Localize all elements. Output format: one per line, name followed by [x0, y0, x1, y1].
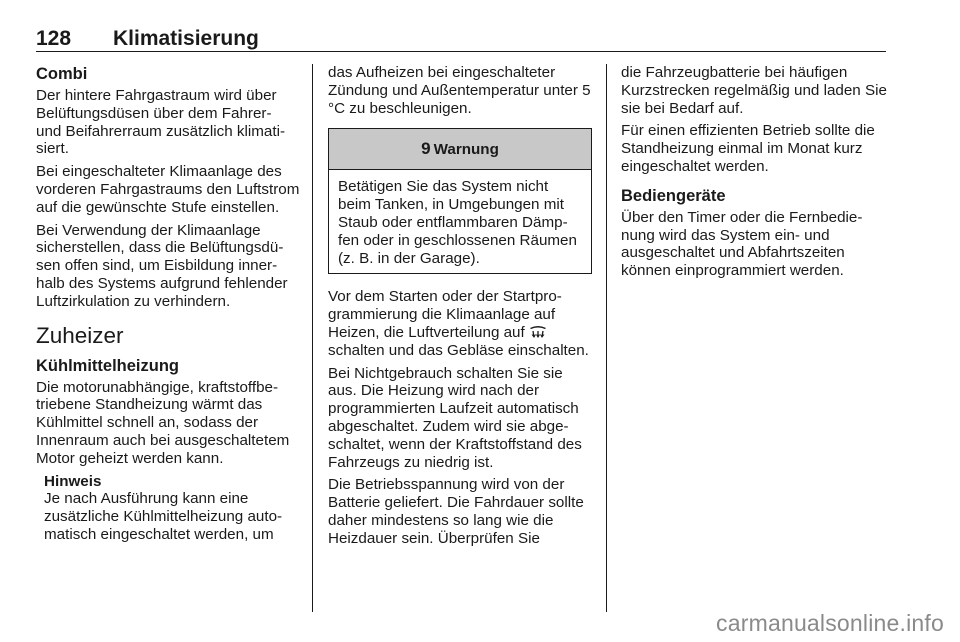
kuehlmittelheizung-heading: Kühlmittelheizung: [36, 356, 179, 375]
zuheizer-heading: Zuheizer: [36, 322, 124, 348]
bediengeraete-paragraph: Über den Timer oder die Fernbedienung wird das System ein- und ausgeschaltet und Abfahrtszeiten können einprogrammiert werden.: [621, 208, 863, 280]
start-programming-text-1: Vor dem Starten oder der Startprogrammierung die Klimaanlage auf Heizen, die Luftverteilung auf: [328, 288, 562, 341]
page-number: 128: [36, 27, 72, 50]
warning-icon: 9: [421, 139, 431, 159]
combi-heading: Combi: [36, 65, 88, 83]
battery-paragraph: Die Betriebsspannung wird von der Batterie geliefert. Die Fahrdauer sollte daher mindestens so lang wie die Heizdauer sein. Überprüfen Sie: [328, 476, 584, 547]
column-3: [621, 64, 887, 285]
shutoff-paragraph: Bei Nichtgebrauch schalten Sie sie aus. Die Heizung wird nach der programmierten Laufzeit automatisch abgeschaltet. Zudem wird sie abgeschaltet, wenn der Kraftstoffstand des Fahrzeugs zu niedrig ist.: [328, 364, 582, 471]
combi-paragraph-3: Bei Verwendung der Klimaanlage sicherstellen, dass die Belüftungsdüsen offen sind, um Eisbildung innerhalb des Systems aufgrund fehlender Luftzirkulation zu verhindern.: [36, 221, 288, 310]
column-divider-1: [312, 64, 313, 612]
page-header: [36, 26, 886, 52]
column-divider-2: [606, 64, 607, 612]
combi-paragraph-2: Bei eingeschalteter Klimaanlage des vorderen Fahrgastraums den Luftstrom auf die gewünschte Stufe einstellen.: [36, 163, 300, 216]
note-label: Hinweis: [44, 472, 102, 490]
warning-title: Warnung: [433, 141, 499, 159]
bediengeraete-heading: Bediengeräte: [621, 186, 726, 205]
warning-body: [329, 170, 591, 273]
start-programming-paragraph: [328, 288, 592, 359]
monthly-operation-paragraph: Für einen effizienten Betrieb sollte die Standheizung einmal im Monat kurz eingeschaltet werden.: [621, 122, 875, 175]
watermark: carmanualsonline.info: [716, 610, 944, 636]
warning-text: Betätigen Sie das System nicht beim Tanken, in Umgebungen mit Staub oder entflammbaren Dämpfen oder in geschlossenen Räumen (z. B. in der Garage).: [338, 178, 577, 267]
warning-header: [329, 129, 591, 170]
kuehlmittelheizung-paragraph: Die motorunabhängige, kraftstoffbetriebene Standheizung wärmt das Kühlmittel schnell an, sodass der Innenraum auch bei ausgeschaltetem Motor geheizt werden kann.: [36, 378, 290, 467]
header-rule: [36, 51, 886, 52]
battery-check-paragraph: die Fahrzeugbatterie bei häufigen Kurzstrecken regelmäßig und laden Sie sie bei Bedarf auf.: [621, 64, 887, 117]
column-2: [328, 64, 592, 553]
warning-box: [328, 128, 592, 274]
note-block: [44, 473, 300, 544]
windshield-defrost-icon: [529, 325, 547, 338]
combi-paragraph-1: Der hintere Fahrgastraum wird über Belüftungsdüsen über dem Fahrer- und Beifahrerraum zusätzlich klimatisiert.: [36, 87, 286, 158]
start-programming-text-2: schalten und das Gebläse einschalten.: [328, 341, 589, 359]
column-1: [36, 64, 300, 549]
note-text: Je nach Ausführung kann eine zusätzliche Kühlmittelheizung automatisch eingeschaltet werden, um: [44, 490, 283, 543]
chapter-title: Klimatisierung: [113, 27, 259, 50]
continued-paragraph: das Aufheizen bei eingeschalteter Zündung und Außentemperatur unter 5 °C zu beschleunigen.: [328, 64, 591, 117]
